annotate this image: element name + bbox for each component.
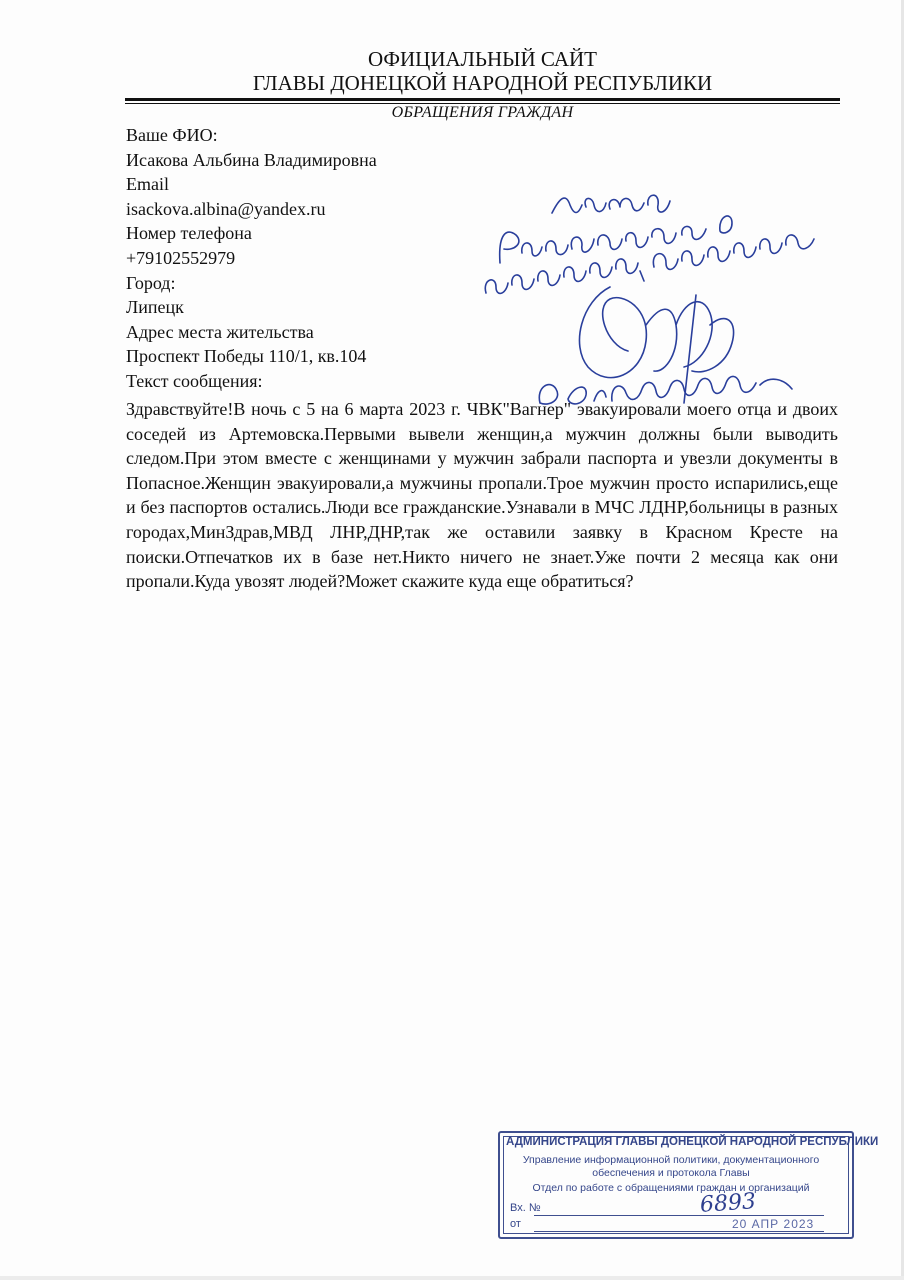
name-label: Ваше ФИО: (126, 125, 218, 145)
stamp-from-label: от (510, 1218, 521, 1230)
stamp-from-underline (534, 1231, 824, 1232)
message-text: Здравствуйте!В ночь с 5 на 6 марта 2023 г. ЧВК"Вагнер" эвакуировали моего отца и двоих соседей из Артемовска.Первыми вывели женщин,а мужчин должны были выводить следом.При этом вместе с женщинами у мужчин забрали паспорта и увезли документы в Попасное.Женщин эвакуировали,а мужчины пропали.Трое мужчин просто испарились,еще и без паспортов остались.Люди все гражданские.Узнавали в МЧС ЛДНР,больницы в разных городах,МинЗдрав,МВД ЛНР,ДНР,так же оставили заявку в Красном Кресте на поиски.Отпечатков их в базе нет.Никто ничего не знает.Уже почти 2 месяца как они пропали.Куда увозят людей?Может скажите куда еще обратиться? (126, 399, 838, 592)
registration-stamp (498, 1131, 879, 1239)
name-value: Исакова Альбина Владимировна (126, 149, 377, 170)
phone-value: +79102552979 (126, 247, 236, 268)
stamp-in-underline (534, 1215, 824, 1216)
stamp-line3: Отдел по работе с обращениями граждан и организаций (532, 1182, 810, 1194)
stamp-title: АДМИНИСТРАЦИЯ ГЛАВЫ ДОНЕЦКОЙ НАРОДНОЙ РЕСПУБЛИКИ (506, 1136, 879, 1148)
site-title-line1: ОФИЦИАЛЬНЫЙ САЙТ (368, 47, 597, 71)
header-rule-thick (125, 98, 840, 101)
section-label: ОБРАЩЕНИЯ ГРАЖДАН (391, 104, 574, 121)
handwriting-ink (485, 195, 814, 404)
site-title-line2: ГЛАВЫ ДОНЕЦКОЙ НАРОДНОЙ РЕСПУБЛИКИ (252, 71, 713, 95)
email-label: Email (126, 174, 169, 195)
stamp-line2: обеспечения и протокола Главы (592, 1167, 750, 1179)
email-value: isackova.albina@yandex.ru (126, 198, 326, 219)
handwritten-resolution (470, 175, 850, 415)
stamp-line1: Управление информационной политики, документационного (522, 1154, 820, 1166)
stamp-in-label: Вх. № (510, 1202, 541, 1214)
stamp-date: 20 АПР 2023 (732, 1217, 815, 1231)
scan-bottom-edge (0, 1276, 904, 1280)
message-label: Текст сообщения: (126, 370, 263, 391)
stamp-in-number: 6893 (699, 1189, 757, 1218)
city-value: Липецк (126, 297, 184, 318)
address-value: Проспект Победы 110/1, кв.104 (126, 346, 367, 367)
city-label: Город: (126, 272, 176, 293)
address-label: Адрес места жительства (126, 321, 314, 342)
phone-label: Номер телефона (126, 223, 252, 244)
